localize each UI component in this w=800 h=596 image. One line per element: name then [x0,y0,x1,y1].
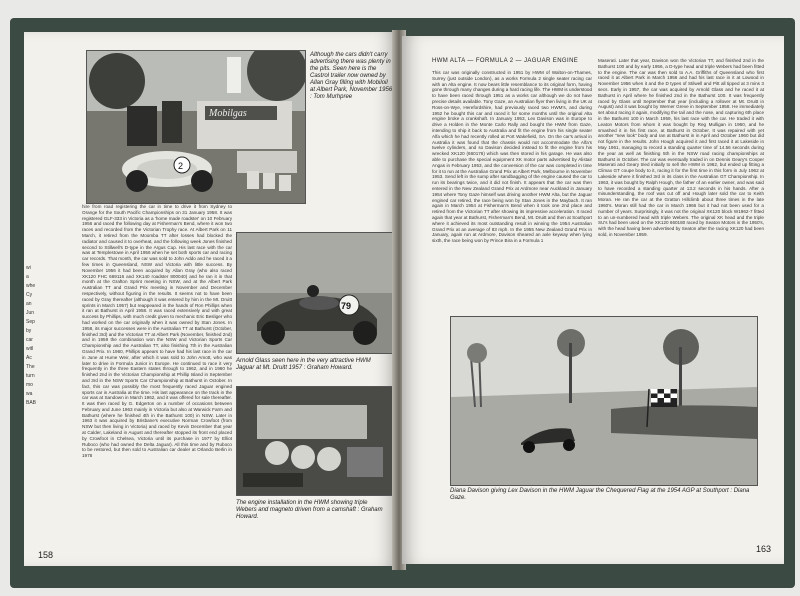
edge-snippet: wa [26,391,33,397]
car-number-2: 2 [178,161,184,171]
edge-snippet: witl [26,346,34,352]
edge-snippet: Cy [26,292,33,298]
race-car-illustration [237,233,393,353]
edge-snippets [26,264,40,408]
right-col2-text: Maserati. Later that year, Davison won the Victorian TT, and finished 2nd in the Bathurst 100 and by early 1956, a D-type head and triple Webers had been fitted to the engine. The car was then sold to A.A. Griffiths of Queensland who first raced it at Albert Park in March 1956 and had his last race in it at Lowood in November 1956 when it and the D types of Stilwell and Pitt all tipped at 3 mins 3 secs. Early in 1957, the car was acquired by Arnold Glass and he raced it at Bathurst in April where he finished 2nd in the Bathurst 100. It was frequently raced by Glass until September that year (including a rollover at Mt. Druitt in August) and it was bought by Werner Greve in September 1958. He immediately set about racing it again, modifying the tail and the nose, and capturing 6th place in the Bathurst 100 in March 1959, his last race with the car. He traded it with Leaton Motors from whom it was bought by Reg Mulligan in 1960, and he smashed it in his first race, at Bathurst in October. It was repaired with yet another "new look" body and ran at Bathurst in in April and October 1960 but did not figure in the results. John Hough acquired it and first raced it at Lakeside in May 1961, managing to record a standing quarter time of 14.56 seconds during the year as well as finishing 5th in the NSW road racing championships at Bathurst in October. The car was eventually traded in on Dennis Geary's Cooper Maserati and Geary tried initially to sell the HWM in 1962, but ended up fitting a Climax GT coupe body to it, racing it for the first time in this form in July 1962 at Lakeside where it finished 3rd in its class in the Australian GT Championship. In 1963, it was bought by Ralph Hough, the father of an earlier owner, and was said to have recorded a standing quarter at 13.2 seconds in his hands. After a misunderstanding, the roof was cut off and Hough later sold the car to Keith Moran. He ran the car at the Gratton Hillclimb about three times in the late 1960's. Moran still had the car in March 1966 but it had not been used for a number of years. Surprisingly, it was not the original XK120 block W1962-7 fitted to an un-numbered head with triple Webers. The original XK head and the triple SU's had been used on the XK120 660180 raced by Seaton Motors in the 1950's, with the head having been advertised by Seaton after the racing XK120 had been sold, in November 1959. [598,58,764,237]
right-col1-text: This car was originally constructed in 1951 by HWM of Walton-on-Thames, Surrey (just outside London), as a works Formula 2 single seater racing car with an Alta engine. It now bears little resemblance to its original form, having gone through many changes during a hard racing life. The HWM is understood to have been raced through 1951 as a works car although we do not have precise details available. Tony Gaze, an Australian flyer then living in the UK at Ross-on-Wye, Herefordshire, had previously raced two HWM's, and during 1952 he bought this car and raced it for some months until the original Alta engine broke a crankshaft. In January 1953, Lex Davison was in Europe to drive a Holden in the Monte Carlo Rally and bought the HWM from Gaze, intending to ship it back to Australia and fit the engine from his single seater Alfa which he had recently rolled at Port Wakefield, SA. On the car's arrival in Australia it was found that the chassis would not accommodate the Alfa's twelve cylinders, and so Davison decided instead to fit the engine from his wrecked XK120 (660176) which was then stored in his garage. He was also able to purchase the special equipment XK motor parts advertised by Alistair Angas in February 1953, and the conversion of the car was completed in time for it to run at the Australian Grand Prix at Albert Park, Melbourne in November 1953. Send left in the sump after sandbagging of the engine caused the car to run its bearings twice, and it did not finish. It appears that the car was then entered in the New Zealand Grand Prix at Ardmore near Auckland in January 1954 where Tony Gaze himself was driving another HWM Alta, but the Jaguar engined car retired, the race being won by Stan Jones in the Maybach. It ran again in March 1954 at Fisherman's Bend when it took one 2nd place and retired from the Victorian TT after showing its impressive acceleration. It raced again that year at Bathurst, Fisherman's Bend, Mt. Druitt and then at Southport where it achieved its most outstanding result in winning the 1954 Australian Grand Prix at an average of 83 mph. In the 1955 New Zealand Grand Prix in January, again run at Ardmore, Davison sheared an axle keyway when lying sixth, the race being won by Prince Bira in a Formula 1 [432,70,592,244]
edge-snippet: BAB [26,400,37,406]
right-photo-caption: Diana Davison giving Lex Davison in the HWM Jaguar the Chequered Flag at the 1954 AGP at Southport : Diana Gaze. [450,488,750,501]
car-number-79: 79 [341,301,352,311]
edge-snippet: turn [26,373,35,379]
right-page [402,36,784,564]
caption-mid: Arnold Glass seen here in the very attractive HWM Jaguar at Mt. Druitt 1957 : Graham Howard. [236,358,371,371]
left-page-number: 158 [38,550,54,560]
chequered-flag-photo [450,316,758,486]
edge-snippet: Sep [26,319,35,325]
edge-snippet: car [26,337,33,343]
edge-snippet: whe [26,283,36,289]
pit-trailer-photo [86,50,306,204]
left-body-text: hire from road registering the car in time to drive it from Sydney to Orange for the South Pacific Championships on 31 January 1958. It was registered GLF-333 in Victoria as a 'home made roadster' on 10 February 1956 and raced the following day at Fisherman's Bend, where it won two races and recorded from the Victorian Trophy race. At Albert Park on 11 March, it retired from the Moomba TT after losses had blocked the radiator and caused it to overheat, and the following week Jones finished second to Stillwell's D-type in the Argus Cup. His last race with the car was at Templestowe in April 1956 when he set both sports car and racing car records. That month, the car was sold to John Addo and he raced it a few times in Queensland, NSW and Victoria with little success. By November 1956 it had been acquired by Allan Gray (who also raced XK120 FHC 669116 and XK140 roadster 800040) and he ran it in that month at the Grafton Sprint meeting in NSW, and at the Albert Park Australian TT and Grand Prix meeting in November and December respectively, without figuring in the results. It seems not to have been raced by Gray thereafter (although it was entered by him in the Mt. Druitt sprints in March 1957) but reappeared in the hands of Ron Phillips when it ran at Bathurst in April 1958. It was raced extensively and with great success by Phillips, with much credit given to mechanic Eric Besliger who had worked on the car originally when it was owned by Stan Jones. In 1958, its major successes were in the Australian TT at Bathurst (October, finished 3rd) and the Victorian TT at Albert Park (November, finished 2nd) and in 1959 the combination won the NSW and Victorian Sports Car Championship and the Australian TT, also finishing 7th in the Australian Grand Prix. In 1960, Phillips appears to have had his last race in the car in June at Hume Weir, after which it was sold to John Amott, who was later to drive in Formula Junior in Europe. He continued to race it very frequently in the three Eastern states through to 1962, and in 1960 he finished 2nd in the Victorian Championship at Phillip Island in September and 3rd in the NSW Sports Car Championship at Bathurst in October. In fact, this car was possibly the most frequently raced Jaguar engined sports car in Australia at the time. His last appearance on the track in the car was at Sandown in March 1962, and it was offered for sale thereafter. It was then raced by G. Edgerton on a number of occasions between February and June 1963 mainly in Victoria but also at Warwick Farm and Bathurst (where he finished 4th in the Bathurst 100) in NSW. Later in 1963 it was acquired by Brisbane's executive Norman Crowfoot (from NSW but then living in Victoria) and raced by Kevin December that year at Calder, Lakeland in August and thereafter stopped its front end placed by Crowfoot in Chelsea, Victoria until its purchase in 1977 by Elliot Ruboco (who had owned the Delta Jaguar). All this time and by Ruboco to be restored, but then sold to Australian car dealer at Orlando Berlin in 1978 [82,204,232,459]
hwm-race-photo [236,232,394,354]
finish-line-illustration [451,317,757,485]
left-page [24,32,396,566]
pit-trailer-illustration [87,51,305,203]
caption-top: Although the cars didn't carry advertising there was plenty in the pits. Seen here is the Castrol trailer now owned by Allan Gray filling with Mobiloil at Albert Park, November 1956 : Tom Murhpree [310,52,393,100]
engine-illustration [237,387,393,495]
edge-snippet: Jun [26,310,35,316]
running-head: HWM ALTA — FORMULA 2 — JAGUAR ENGINE [432,58,579,64]
caption-bottom: The engine installation in the HWM showing triple Webers and magneto driven from a camshaft : Graham Howard. [236,500,383,520]
edge-snippet: by [26,328,32,334]
mobilgas-sign: Mobilgas [209,108,247,119]
edge-snippet: The [26,364,35,370]
edge-snippet: mo [26,382,33,388]
edge-snippet: Ac [26,355,32,361]
edge-snippet: a [26,274,29,280]
edge-snippet: wi [26,265,31,271]
engine-photo [236,386,394,496]
right-page-number: 163 [756,544,772,554]
edge-snippet: an [26,301,32,307]
